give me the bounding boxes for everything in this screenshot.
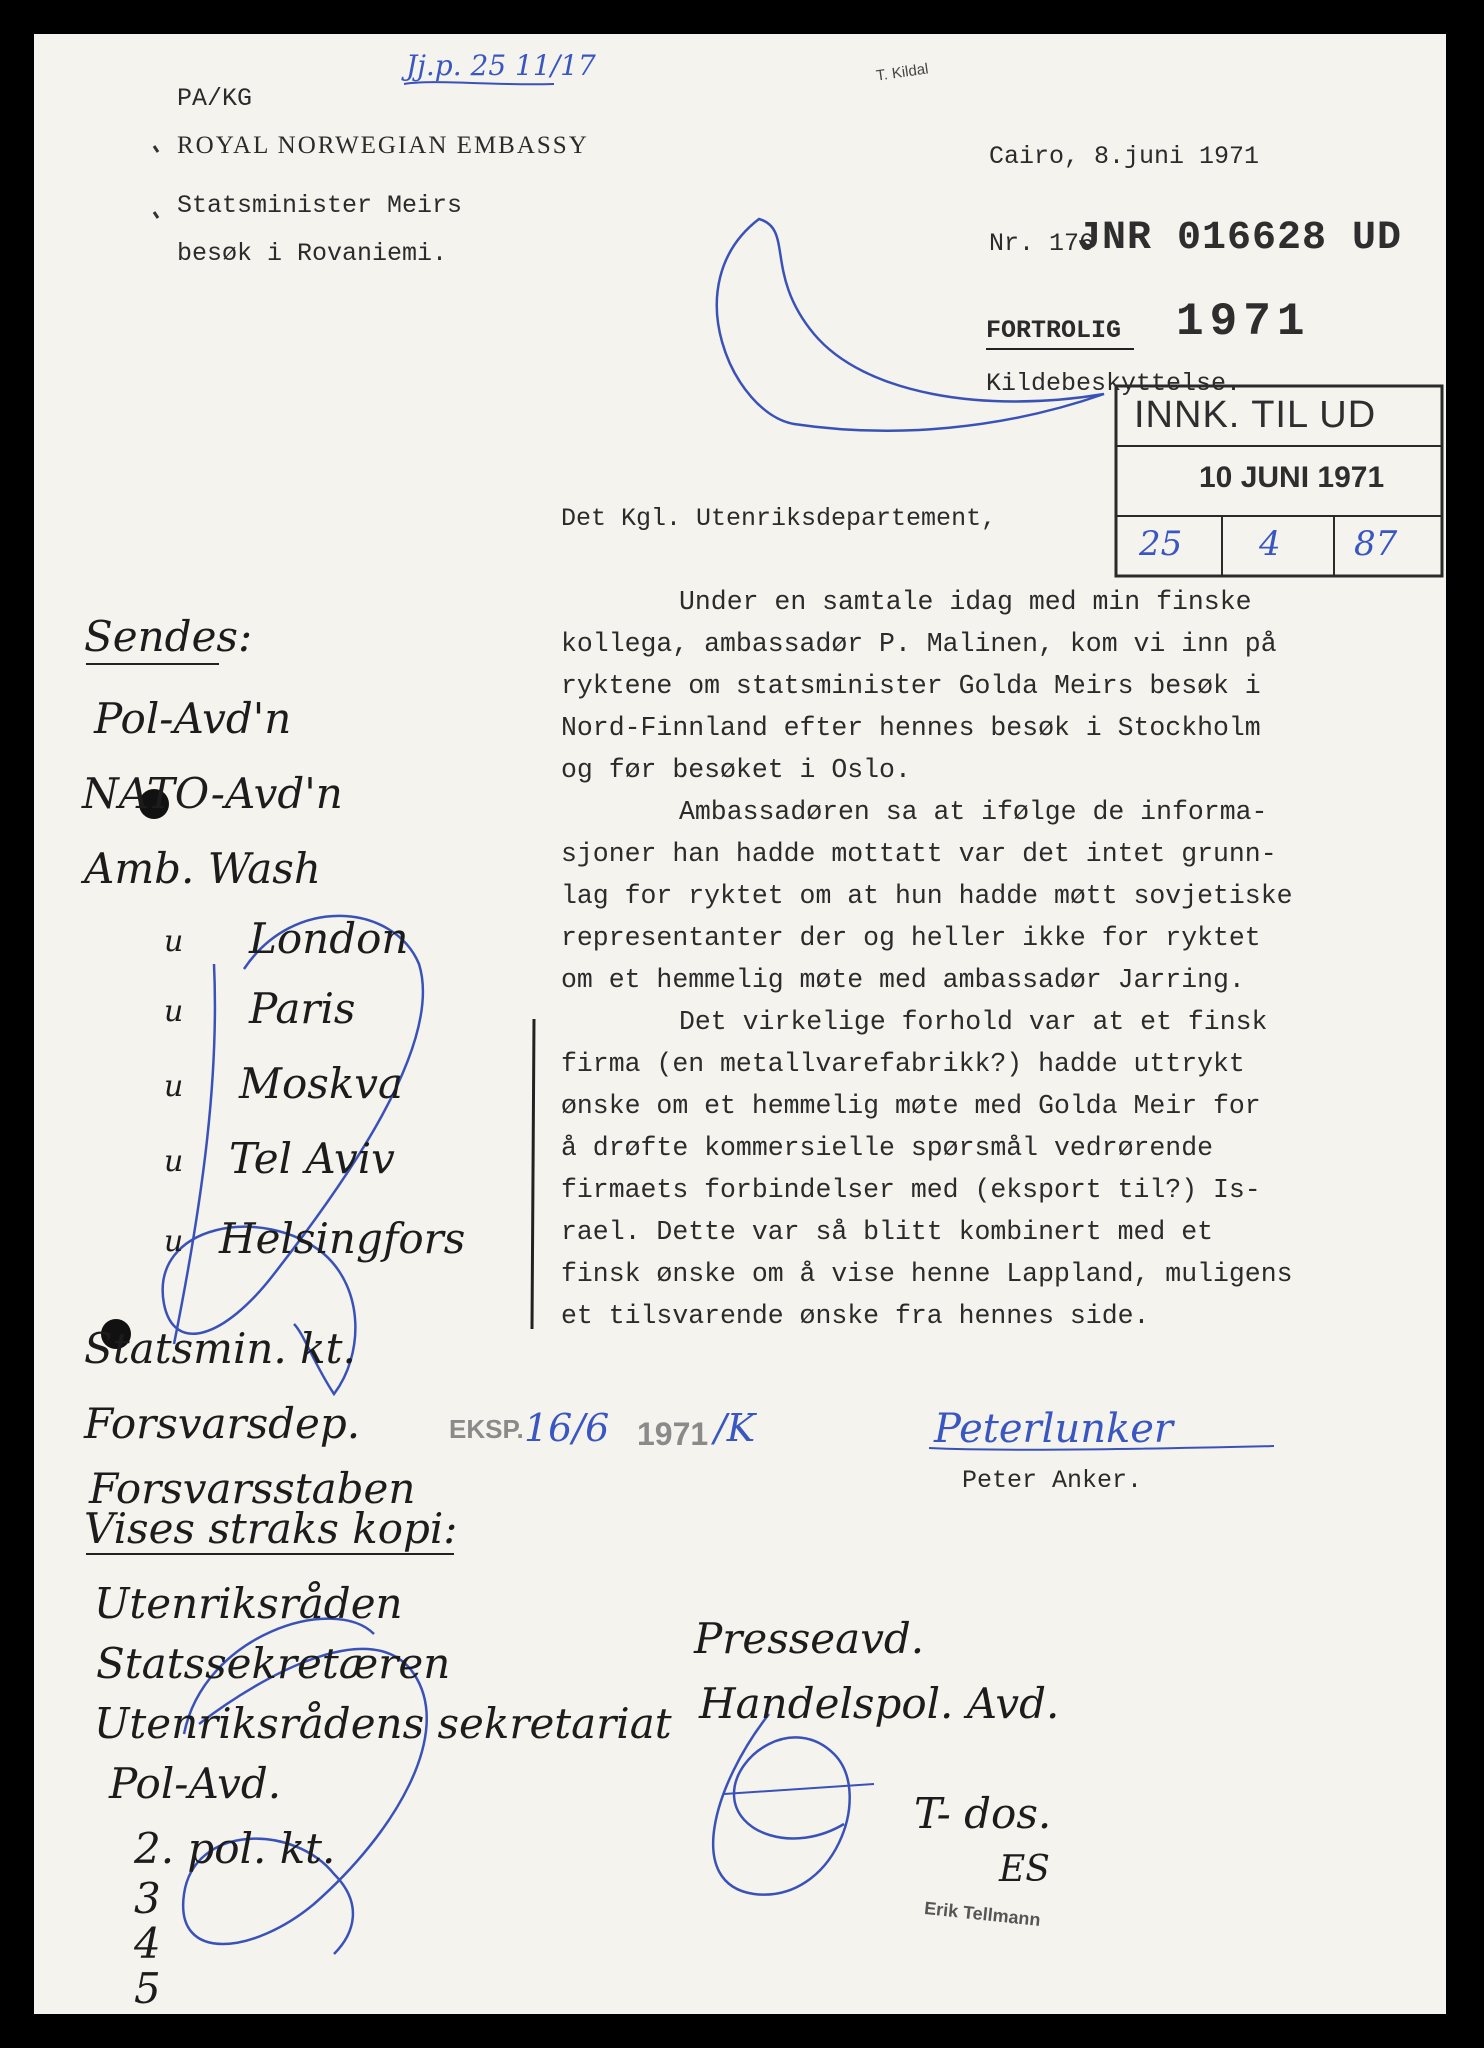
initials-note: ES [999,1849,1050,1890]
body-line: ryktene om statsminister Golda Meirs besøk i [561,671,1261,701]
protection-note: Kildebeskyttelse. [986,369,1242,398]
body-line: Det virkelige forhold var at et finsk [679,1007,1268,1037]
body-line: om et hemmelig møte med ambassadør Jarring. [561,965,1245,995]
exp-stamp-date: 16/6 [524,1406,610,1450]
subject-line-1: Statsminister Meirs [177,191,463,220]
distribution-item: Pol-Avd'n [94,694,292,743]
copy-item: 5 [134,1964,161,2013]
body-line: firma (en metallvarefabrikk?) hadde uttrykt [561,1049,1245,1079]
classification: FORTROLIG [986,316,1122,345]
body-line: rael. Dette var så blitt kombinert med et [561,1217,1214,1247]
ditto-mark: u [164,924,184,959]
distribution-item: Forsvarsstaben [89,1464,416,1513]
received-stamp-field-2: 4 [1259,524,1281,564]
body-line: Under en samtale idag med min finske [679,587,1252,617]
copy-item: Utenriksrådens sekretariat [94,1699,672,1748]
body-line: et tilsvarende ønske fra hennes side. [561,1301,1150,1331]
journal-stamp: JNR 016628 UD [1077,216,1403,261]
distribution-heading: Sendes: [84,612,253,661]
body-line: Ambassadøren sa at ifølge de informa- [679,797,1268,827]
margin-line [532,1019,534,1329]
body-line: kollega, ambassadør P. Malinen, kom vi inn på [561,629,1277,659]
reference-note: Jj.p. 25 11/17 [406,49,596,82]
signature-typed-name: Peter Anker. [962,1466,1143,1495]
copy-item: Statssekretæren [96,1639,451,1688]
number-label: Nr. 176 [989,229,1095,258]
distribution-item: Forsvarsdep. [84,1399,361,1448]
body-line: finsk ønske om å vise henne Lappland, muligens [561,1259,1293,1289]
copy-item: Utenriksråden [94,1579,403,1628]
distribution-item: Paris [249,984,356,1033]
exp-stamp-suffix: /K [714,1406,756,1450]
recipient: Det Kgl. Utenriksdepartement, [561,504,997,533]
ditto-mark: u [164,1144,184,1179]
ditto-mark: u [164,1224,184,1259]
body-line: og før besøket i Oslo. [561,755,911,785]
copy-item: 4 [134,1919,161,1968]
copy-item: 2. pol. kt. [134,1824,336,1873]
distribution-item: Tel Aviv [229,1134,395,1183]
copy-heading: Vises straks kopi: [84,1504,458,1553]
body-line: sjoner han hadde mottatt var det intet grunn- [561,839,1277,869]
received-stamp-field-1: 25 [1139,524,1183,564]
distribution-item: Statsmin. kt. [84,1324,356,1373]
presse-avd-note: Presseavd. [694,1614,925,1663]
copy-item: Pol-Avd. [109,1759,282,1808]
signature-handwritten: Peterlunker [934,1406,1174,1452]
body-line: representanter der og heller ikke for ryktet [561,923,1261,953]
body-line: lag for ryktet om at hun hadde møtt sovjetiske [561,881,1293,911]
ditto-mark: u [164,994,184,1029]
received-stamp-field-3: 87 [1354,524,1398,564]
year-stamp: 1971 [1176,296,1311,348]
exp-stamp-year: 1971 [637,1416,709,1452]
distribution-item: Helsingfors [219,1214,466,1263]
body-line: Nord-Finnland efter hennes besøk i Stockholm [561,713,1261,743]
ditto-mark: u [164,1069,184,1104]
blue-loop-lower [713,1714,850,1895]
received-stamp-date: 10 JUNI 1971 [1199,461,1385,494]
distribution-item: Moskva [239,1059,404,1108]
distribution-item: NATO-Avd'n [82,769,343,818]
distribution-item: Amb. Wash [84,844,321,893]
document-page [34,34,1446,2014]
handels-avd-note: Handelspol. Avd. [699,1679,1060,1728]
exp-stamp-label: EKSP. [449,1414,524,1444]
subject-line-2: besøk i Rovaniemi. [177,239,448,268]
t-dos-note: T- dos. [914,1789,1052,1838]
body-line: firmaets forbindelser med (eksport til?) Is- [561,1175,1261,1205]
body-line: å drøfte kommersielle spørsmål vedrørende [561,1133,1214,1163]
distribution-item: London [249,914,409,963]
received-stamp-title: INNK. TIL UD [1134,394,1377,436]
initials-top: T. Kildal [875,60,930,85]
body-line: ønske om et hemmelig møte med Golda Meir for [561,1091,1261,1121]
name-stamp: Erik Tellmann [923,1897,1042,1931]
place-date: Cairo, 8.juni 1971 [989,142,1260,171]
embassy-name: ROYAL NORWEGIAN EMBASSY [177,132,589,159]
copy-item: 3 [134,1874,161,1923]
sender-code: PA/KG [177,84,253,113]
